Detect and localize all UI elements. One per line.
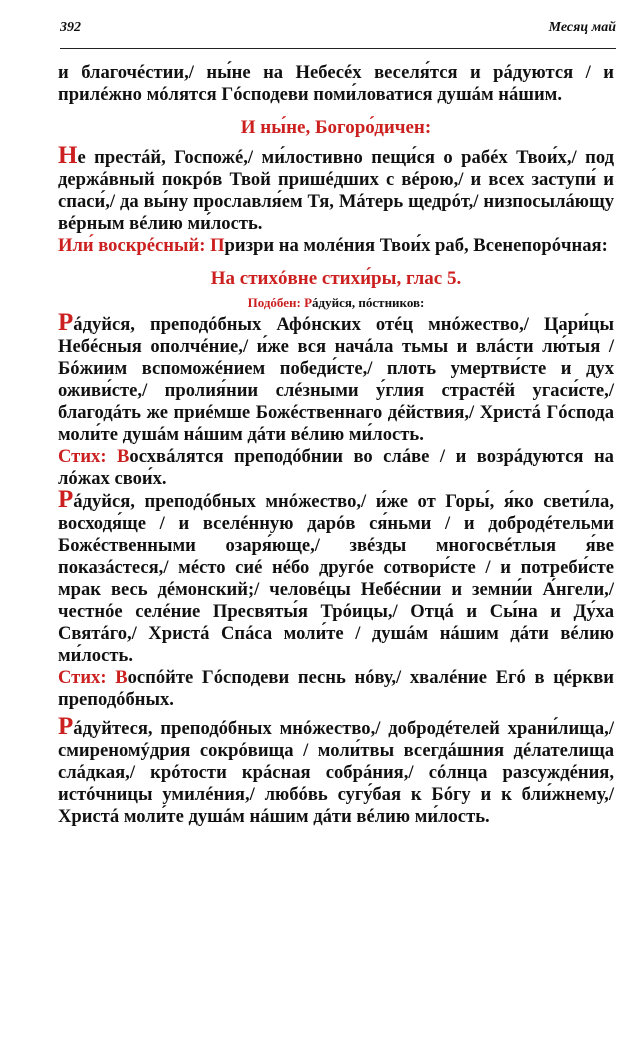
sticheron-3 bbox=[58, 713, 614, 828]
initial-letter: Н bbox=[58, 142, 78, 169]
initial-letter: Р bbox=[58, 486, 74, 513]
page-header bbox=[60, 18, 616, 49]
paragraph-text: ризри на молéния Твои́х раб, Всенепорóчная: bbox=[224, 235, 608, 256]
paragraph-text: áдуйся, преподóбных мнóжество,/ и́же от Горы́, я́ко свети́ла, восходя́ще / и вселéнную дарóв ся́ньми / и добродéтельми Божéственными озаря́юще,/ звéзды многосвéтлыя я́ве показáстеся,/ мéсто сиé нéбо другóе сотвори́сте / и потреби́сте мрак весь дéмонский;/ человéцы Небéснии и земни́и А́нгели,/ честнóе селéние Пресвяты́я Трóицы,/ Отцá и Сы́на и Ду́ха Святáго,/ Христá Спáса моли́те / душáм нáшим дáти вéлию ми́лость. bbox=[58, 491, 614, 666]
paragraph-theotokion bbox=[58, 142, 614, 235]
verse-label: Стих: В bbox=[58, 667, 128, 688]
podoben-label: Подóбен: Р bbox=[247, 295, 313, 310]
initial-letter: Р bbox=[58, 713, 74, 740]
verse-2 bbox=[58, 667, 614, 711]
paragraph-text: е престáй, Госпожé,/ ми́лостивно пещи́ся о рабéх Твои́х,/ под держáвный покрóв Твой пришéдших с вéрою,/ и всех заступи́ и спаси́,/ да вы́ну прославля́ем Тя, Мáтерь щедрóт,/ низпосылáющу вéрным вéлию ми́лость. bbox=[58, 147, 614, 234]
initial-letter: Р bbox=[58, 309, 74, 336]
running-title: Месяц май bbox=[548, 20, 616, 35]
verse-label: Стих: В bbox=[58, 446, 130, 467]
paragraph-text: áдуйтеся, преподóбных мнóжество,/ добродéтелей храни́лища,/ смиреномýдрия сокрóвища / моли́твы всегдáшния дéлателища слáдкая,/ крóтости крáсная собрáния,/ сóлнца разсуждéния, истóчницы умилéния,/ любóвь сугу́бая к Бóгу и к бли́жнему,/ Христá моли́те душáм нáшим дáти вéлию ми́лость. bbox=[58, 718, 614, 827]
stichera-heading: На стихóвне стихи́ры, глас 5. bbox=[210, 268, 462, 289]
sticheron-1 bbox=[58, 309, 614, 446]
podoben-text: áдуйся, пóстников: bbox=[312, 295, 425, 310]
page-body bbox=[58, 62, 614, 828]
verse-1 bbox=[58, 446, 614, 490]
paragraph-alternative bbox=[58, 235, 614, 257]
podoben-line bbox=[58, 295, 614, 311]
rubric-label: Или́ воскрéсный: П bbox=[58, 235, 225, 256]
paragraph-text: áдуйся, преподóбных Афóнских отéц мнóжество,/ Цари́цы Небéсныя ополчéние,/ и́же вся начáла тьмы и влáсти лю́тыя / Бóжиим вспоможéнием победи́сте,/ плоть умертви́сте и дух оживи́сте,/ пролия́нии слéзными у́глия страстéй угаси́сте,/ благодáть же приéмше Божéственнаго дéйствия,/ Христá Гóспода моли́те душáм нáшим дáти вéлию ми́лость. bbox=[58, 314, 614, 445]
paragraph-continuation: и благочéстии,/ ны́не на Небесéх веселя́тся и рáдуются / и прилéжно мóлятся Гóсподеви поми́ловатися душáм нáшим. bbox=[58, 62, 614, 105]
page-number: 392 bbox=[60, 20, 81, 35]
paragraph-text: оспóйте Гóсподеви песнь нóву,/ хвалéние Егó в цéркви преподóбных. bbox=[58, 667, 614, 710]
paragraph-text: осхвáлятся преподóбнии во слáве / и возрáдуются на лóжах свои́х. bbox=[58, 446, 614, 489]
sticheron-2 bbox=[58, 486, 614, 667]
theotokion-heading: И ны́не, Богоро́дичен: bbox=[240, 117, 432, 138]
